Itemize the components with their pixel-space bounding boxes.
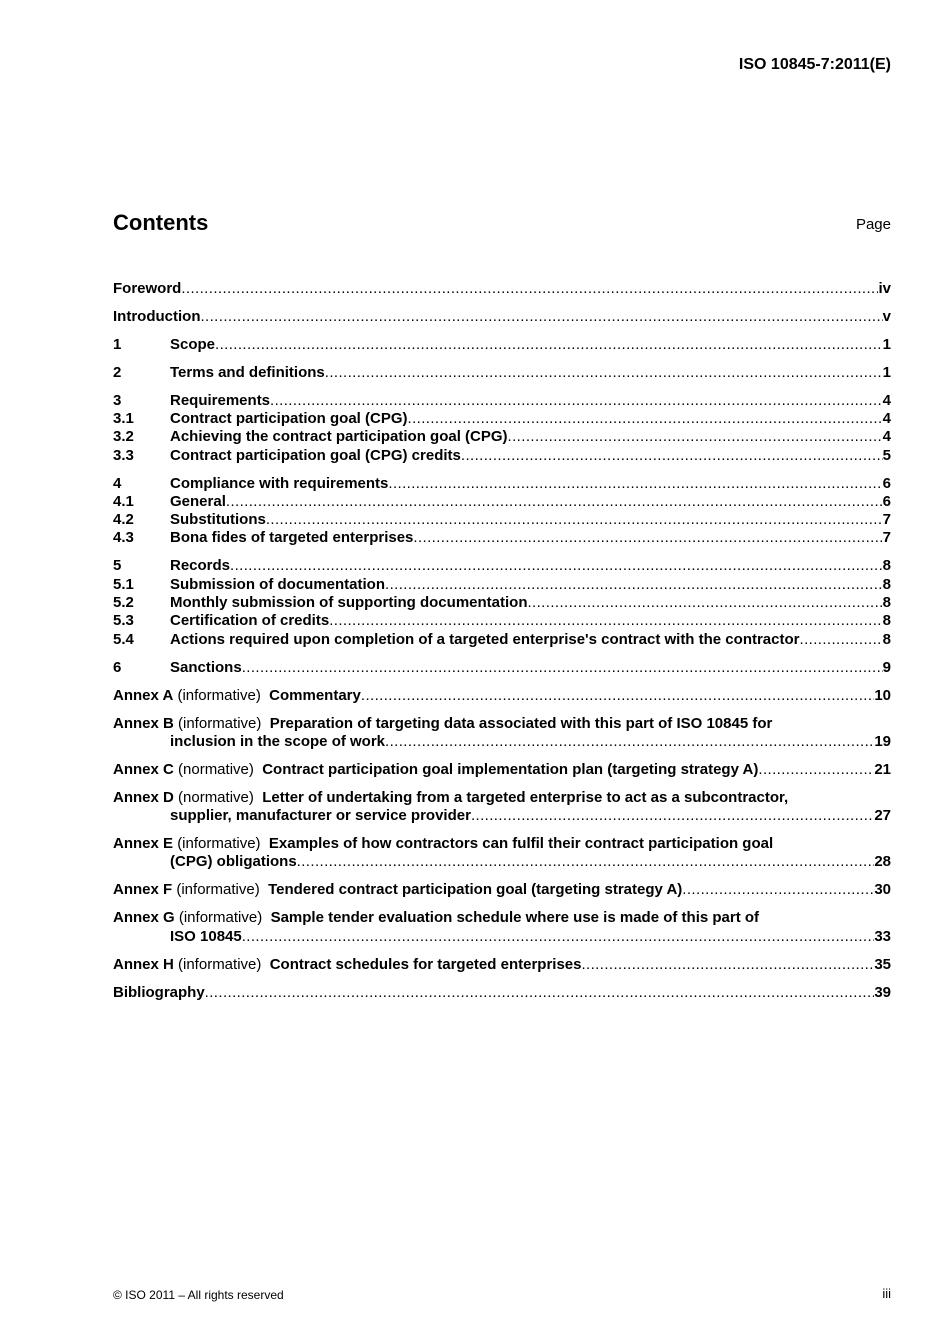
leader-dots — [758, 761, 874, 779]
toc-entry-number: 1 — [113, 335, 122, 353]
toc-entry[interactable] — [113, 631, 891, 649]
page-number: iii — [882, 1286, 891, 1301]
toc-entry[interactable] — [113, 336, 891, 354]
toc-entry-annex[interactable] — [113, 956, 891, 974]
toc-entry-page: 8 — [882, 612, 891, 630]
toc-entry-page: 1 — [882, 363, 891, 381]
toc-entry-number: 5.1 — [113, 575, 134, 593]
toc-entry[interactable] — [113, 392, 891, 410]
toc-entry[interactable] — [113, 612, 891, 630]
annex-title: Commentary — [269, 686, 361, 704]
annex-title: Examples of how contractors can fulfil their contract participation goal — [268, 835, 774, 853]
toc-entry-page: 7 — [882, 511, 891, 529]
toc-entry-bibliography[interactable] — [113, 984, 891, 1002]
toc-entry-title: Scope — [170, 335, 216, 353]
annex-type: (informative) — [178, 955, 262, 973]
toc-entry[interactable] — [113, 557, 891, 575]
table-of-contents — [113, 270, 891, 1002]
annex-type: (informative) — [176, 881, 260, 899]
toc-entry-annex[interactable] — [113, 761, 891, 779]
annex-title-continued: ISO 10845 — [170, 927, 242, 945]
toc-entry-page: iv — [878, 279, 891, 297]
toc-entry-annex[interactable] — [113, 715, 891, 752]
document-code: ISO 10845-7:2011(E) — [738, 56, 891, 73]
toc-entry[interactable] — [113, 475, 891, 493]
leader-dots — [329, 612, 882, 630]
leader-dots — [581, 956, 874, 974]
leader-dots — [388, 475, 882, 493]
leader-dots — [215, 336, 883, 354]
toc-entry-title: Records — [170, 557, 231, 575]
leader-dots — [361, 687, 874, 705]
toc-entry-title: Monthly submission of supporting documentation — [170, 593, 528, 611]
annex-title-continued: inclusion in the scope of work — [170, 732, 386, 750]
leader-dots — [205, 984, 875, 1002]
toc-entry[interactable] — [113, 364, 891, 382]
toc-entry-number: 5.2 — [113, 593, 134, 611]
toc-entry-page: 7 — [882, 529, 891, 547]
toc-entry-page: 9 — [882, 658, 891, 676]
leader-dots — [385, 576, 883, 594]
toc-entry-page: 39 — [874, 983, 891, 1001]
annex-label: Annex D — [113, 788, 174, 806]
toc-entry[interactable] — [113, 447, 891, 465]
toc-entry-page: 1 — [882, 335, 891, 353]
leader-dots — [682, 881, 874, 899]
toc-entry-title: Actions required upon completion of a targeted enterprise's contract with the contractor — [170, 630, 800, 648]
toc-entry-number: 2 — [113, 363, 122, 381]
toc-entry-title: Achieving the contract participation goal (CPG) — [170, 428, 508, 446]
toc-entry-page: 8 — [882, 557, 891, 575]
toc-entry-page: 5 — [882, 446, 891, 464]
toc-entry-page: 10 — [874, 686, 891, 704]
leader-dots — [408, 410, 883, 428]
toc-entry-page: 27 — [874, 807, 891, 825]
annex-title: Contract participation goal implementation plan (targeting strategy A) — [262, 760, 759, 778]
toc-entry[interactable] — [113, 428, 891, 446]
toc-entry-annex[interactable] — [113, 909, 891, 946]
leader-dots — [385, 733, 874, 751]
annex-label: Annex C — [113, 760, 174, 778]
annex-label: Annex G — [113, 909, 175, 927]
annex-title: Tendered contract participation goal (targeting strategy A) — [268, 881, 683, 899]
annex-title: Sample tender evaluation schedule where use is made of this part of — [270, 909, 760, 927]
toc-entry[interactable] — [113, 308, 891, 326]
toc-entry-number: 3.3 — [113, 446, 134, 464]
annex-label: Annex H — [113, 955, 174, 973]
leader-dots — [413, 529, 882, 547]
toc-entry-title: Compliance with requirements — [170, 474, 389, 492]
toc-annexes — [113, 687, 891, 974]
toc-entry-title: Submission of documentation — [170, 575, 386, 593]
annex-type: (informative) — [177, 835, 261, 853]
annex-title-continued: supplier, manufacturer or service provider — [170, 807, 471, 825]
leader-dots — [230, 557, 883, 575]
toc-entry-title: General — [170, 492, 226, 510]
toc-entry-number: 5.3 — [113, 612, 134, 630]
toc-entry-page: 35 — [874, 955, 891, 973]
annex-title: Preparation of targeting data associated with this part of ISO 10845 for — [269, 714, 773, 732]
toc-entry-title: Bibliography — [113, 983, 205, 1001]
toc-entry[interactable] — [113, 280, 891, 298]
toc-entry[interactable] — [113, 659, 891, 677]
annex-title: Letter of undertaking from a targeted enterprise to act as a subcontractor, — [262, 788, 789, 806]
leader-dots — [527, 594, 882, 612]
annex-title-continued: (CPG) obligations — [170, 853, 297, 871]
annex-type: (normative) — [178, 788, 254, 806]
toc-entry-page: 8 — [882, 630, 891, 648]
copyright-notice: © ISO 2011 – All rights reserved — [113, 1288, 284, 1302]
toc-entry[interactable] — [113, 576, 891, 594]
toc-entry-number: 3.2 — [113, 428, 134, 446]
toc-entry-page: 6 — [882, 492, 891, 510]
toc-entry-page: 6 — [882, 474, 891, 492]
toc-sections — [113, 280, 891, 677]
leader-dots — [242, 928, 875, 946]
leader-dots — [800, 631, 883, 649]
toc-entry-annex[interactable] — [113, 835, 891, 872]
toc-entry-page: 8 — [882, 575, 891, 593]
leader-dots — [508, 428, 883, 446]
annex-label: Annex E — [113, 835, 174, 853]
toc-entry-title: Introduction — [113, 307, 201, 325]
toc-entry-title: Certification of credits — [170, 612, 330, 630]
toc-entry[interactable] — [113, 529, 891, 547]
annex-label: Annex F — [113, 881, 173, 899]
toc-entry[interactable] — [113, 493, 891, 511]
leader-dots — [471, 807, 874, 825]
annex-type: (informative) — [177, 686, 261, 704]
annex-type: (normative) — [178, 760, 254, 778]
toc-entry-page: 19 — [874, 732, 891, 750]
page-title: Contents — [113, 210, 209, 235]
toc-entry-title: Sanctions — [170, 658, 242, 676]
toc-entry-title: Bona fides of targeted enterprises — [170, 529, 414, 547]
toc-entry-number: 5.4 — [113, 630, 134, 648]
leader-dots — [242, 659, 883, 677]
annex-label: Annex B — [113, 714, 174, 732]
toc-entry-page: v — [882, 307, 891, 325]
leader-dots — [181, 280, 878, 298]
toc-entry-page: 8 — [882, 593, 891, 611]
leader-dots — [266, 511, 883, 529]
toc-entry-page: 4 — [882, 428, 891, 446]
annex-title: Contract schedules for targeted enterprises — [269, 955, 582, 973]
leader-dots — [297, 853, 875, 871]
toc-entry-page: 33 — [874, 927, 891, 945]
leader-dots — [200, 308, 882, 326]
toc-entry[interactable] — [113, 511, 891, 529]
toc-entry-title: Contract participation goal (CPG) — [170, 409, 408, 427]
toc-entry-title: Requirements — [170, 391, 271, 409]
annex-label: Annex A — [113, 686, 174, 704]
toc-entry-page: 4 — [882, 391, 891, 409]
toc-entry-annex[interactable] — [113, 881, 891, 899]
toc-entry-page: 4 — [882, 409, 891, 427]
leader-dots — [461, 447, 883, 465]
annex-type: (informative) — [178, 909, 263, 927]
toc-entry-title: Contract participation goal (CPG) credits — [170, 446, 461, 464]
toc-entry-number: 4.2 — [113, 511, 134, 529]
toc-entry-number: 5 — [113, 557, 122, 575]
toc-entry-number: 6 — [113, 658, 122, 676]
leader-dots — [325, 364, 883, 382]
toc-entry-page: 30 — [874, 881, 891, 899]
toc-entry-number: 4 — [113, 474, 122, 492]
toc-entry[interactable] — [113, 410, 891, 428]
toc-entry-number: 3 — [113, 391, 122, 409]
toc-entry-title: Foreword — [113, 279, 182, 297]
toc-entry-page: 28 — [874, 853, 891, 871]
toc-entry-title: Substitutions — [170, 511, 266, 529]
annex-type: (informative) — [178, 714, 262, 732]
toc-entry-number: 4.1 — [113, 492, 134, 510]
leader-dots — [270, 392, 883, 410]
toc-entry-number: 4.3 — [113, 529, 134, 547]
toc-entry-page: 21 — [874, 760, 891, 778]
toc-entry-number: 3.1 — [113, 409, 134, 427]
page-column-label: Page — [855, 216, 891, 233]
toc-entry-annex[interactable] — [113, 687, 891, 705]
toc-entry-title: Terms and definitions — [170, 363, 325, 381]
toc-entry-annex[interactable] — [113, 789, 891, 826]
toc-entry[interactable] — [113, 594, 891, 612]
leader-dots — [226, 493, 883, 511]
